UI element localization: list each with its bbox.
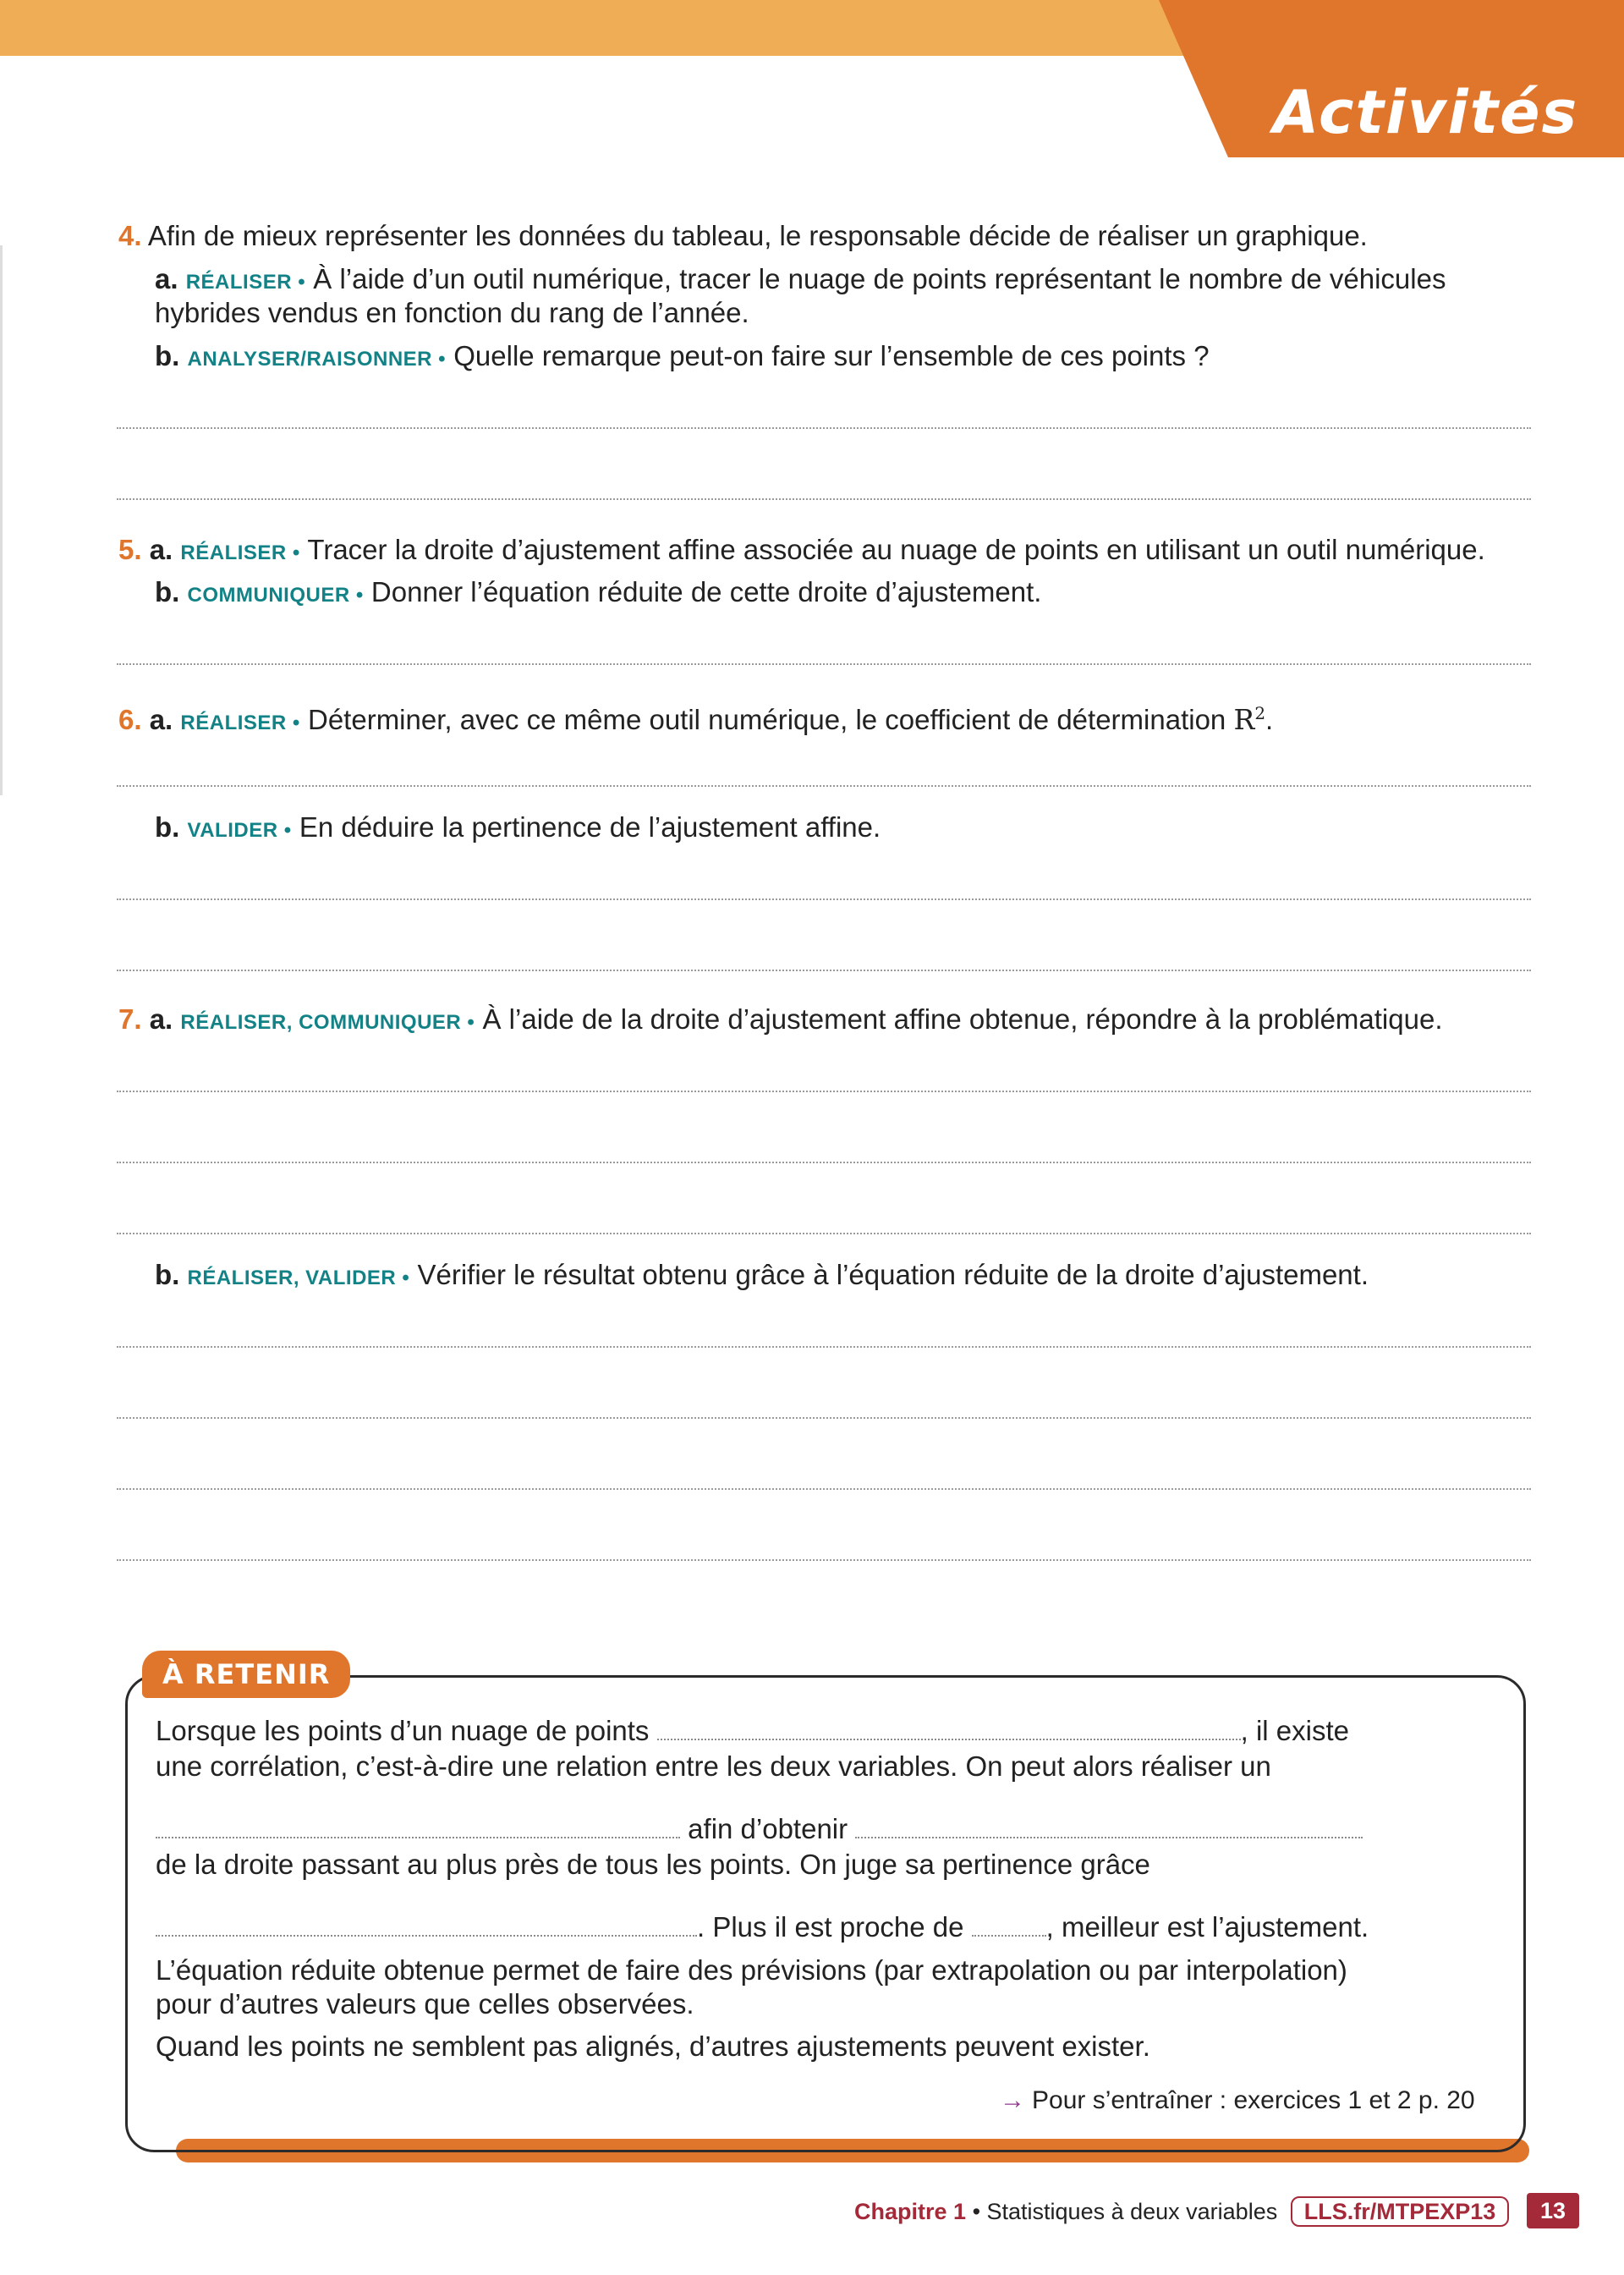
retenir-line-6: L’équation réduite obtenue permet de faire des prévisions (par extrapolation ou par interpolation) [156,1954,1347,1986]
footer-link[interactable]: LLS.fr/MTPEXP13 [1291,2196,1510,2227]
answer-line[interactable] [117,1559,1531,1561]
answer-line[interactable] [117,1417,1531,1419]
q6a-label: a. [149,704,173,735]
retenir-line-3: afin d’obtenir [156,1812,1363,1846]
retenir-line-7: pour d’autres valeurs que celles observées. [156,1988,694,2019]
q4-intro [118,219,1368,253]
q6a-line: 6. a. RÉALISER • Déterminer, avec ce même outil numérique, le coefficient de détermination $R^2$. [118,703,1274,736]
footer [854,2195,1509,2228]
answer-line[interactable] [117,1233,1531,1234]
q7-number: 7. [118,1003,142,1035]
q7a-skill: RÉALISER, COMMUNIQUER • [180,1011,475,1034]
arrow-right-icon: → [1000,2086,1025,2114]
answer-line[interactable] [117,898,1531,900]
q4-text: Afin de mieux représenter les données du tableau, le responsable décide de réaliser un graphique. [147,220,1368,251]
q5a-label: a. [149,534,173,565]
fill-blank[interactable] [657,1717,1241,1740]
q4a-skill: RÉALISER • [185,271,306,294]
q7b-label: b. [155,1259,180,1290]
q6-number: 6. [118,704,142,735]
r-squared: $R^2$ [1233,703,1266,736]
q4b-label: b. [155,340,180,371]
answer-line[interactable] [117,1346,1531,1348]
footer-chapter: Chapitre 1 [854,2199,967,2224]
retenir-line-4: de la droite passant au plus près de tous les points. On juge sa pertinence grâce [156,1849,1150,1880]
fill-blank[interactable] [156,1913,697,1937]
q4b-text: Quelle remarque peut-on faire sur l’ensemble de ces points ? [453,340,1210,371]
q7b-skill: RÉALISER, VALIDER • [187,1267,410,1289]
answer-line[interactable] [117,1162,1531,1163]
retenir-line-1: Lorsque les points d’un nuage de points , il existe [156,1715,1349,1746]
answer-line[interactable] [117,785,1531,787]
fill-blank[interactable] [855,1815,1363,1838]
q7a-label: a. [149,1003,173,1035]
answer-line[interactable] [117,427,1531,429]
footer-subject: • Statistiques à deux variables [972,2199,1278,2224]
page-title: Activités [1273,78,1579,147]
retenir-line-2: une corrélation, c’est-à-dire une relation entre les deux variables. On peut alors réaliser un [156,1750,1271,1782]
q5a-skill: RÉALISER • [180,541,300,564]
q4b-line [155,339,1210,376]
retenir-label: À RETENIR [142,1651,350,1698]
q4a-label: a. [155,263,178,294]
q6a-skill: RÉALISER • [180,712,300,734]
q6b-line [155,811,881,848]
q6a-text: Déterminer, avec ce même outil numérique, le coefficient de détermination [308,704,1226,735]
fill-blank[interactable] [156,1815,680,1838]
q5b-text: Donner l’équation réduite de cette droite d’ajustement. [370,576,1042,607]
q4a-line-2: hybrides vendus en fonction du rang de l’année. [155,297,749,328]
q5-number: 5. [118,534,142,565]
practice-link[interactable]: → Pour s’entraîner : exercices 1 et 2 p. 20 [1000,2086,1475,2114]
q6b-label: b. [155,811,180,843]
q7a-line [118,1003,1443,1040]
q7b-line [155,1258,1369,1295]
q7a-text: À l’aide de la droite d’ajustement affine obtenue, répondre à la problématique. [482,1003,1443,1035]
q5b-skill: COMMUNIQUER • [187,584,364,607]
retenir-line-5: . Plus il est proche de , meilleur est l’ajustement. [156,1910,1369,1944]
q4b-skill: ANALYSER/RAISONNER • [187,348,447,371]
margin-line [0,245,3,795]
answer-line[interactable] [117,498,1531,500]
q6b-text: En déduire la pertinence de l’ajustement affine. [299,811,881,843]
answer-line[interactable] [117,1091,1531,1092]
q5b-label: b. [155,576,180,607]
q4-number: 4. [118,220,142,251]
q7b-text: Vérifier le résultat obtenu grâce à l’équation réduite de la droite d’ajustement. [417,1259,1369,1290]
answer-line[interactable] [117,663,1531,665]
q5a-line [118,533,1485,570]
fill-blank[interactable] [972,1913,1046,1937]
page-number: 13 [1527,2193,1579,2228]
retenir-line-8: Quand les points ne semblent pas alignés, d’autres ajustements peuvent exister. [156,2030,1150,2062]
answer-line[interactable] [117,1488,1531,1490]
q4a-line [155,262,1446,299]
q6b-skill: VALIDER • [187,819,292,842]
q4a-text-1: À l’aide d’un outil numérique, tracer le nuage de points représentant le nombre de véhicules [313,263,1446,294]
q5b-line [155,575,1041,613]
q5a-text: Tracer la droite d’ajustement affine associée au nuage de points en utilisant un outil numérique. [307,534,1485,565]
header-strip [0,0,1201,56]
answer-line[interactable] [117,970,1531,971]
